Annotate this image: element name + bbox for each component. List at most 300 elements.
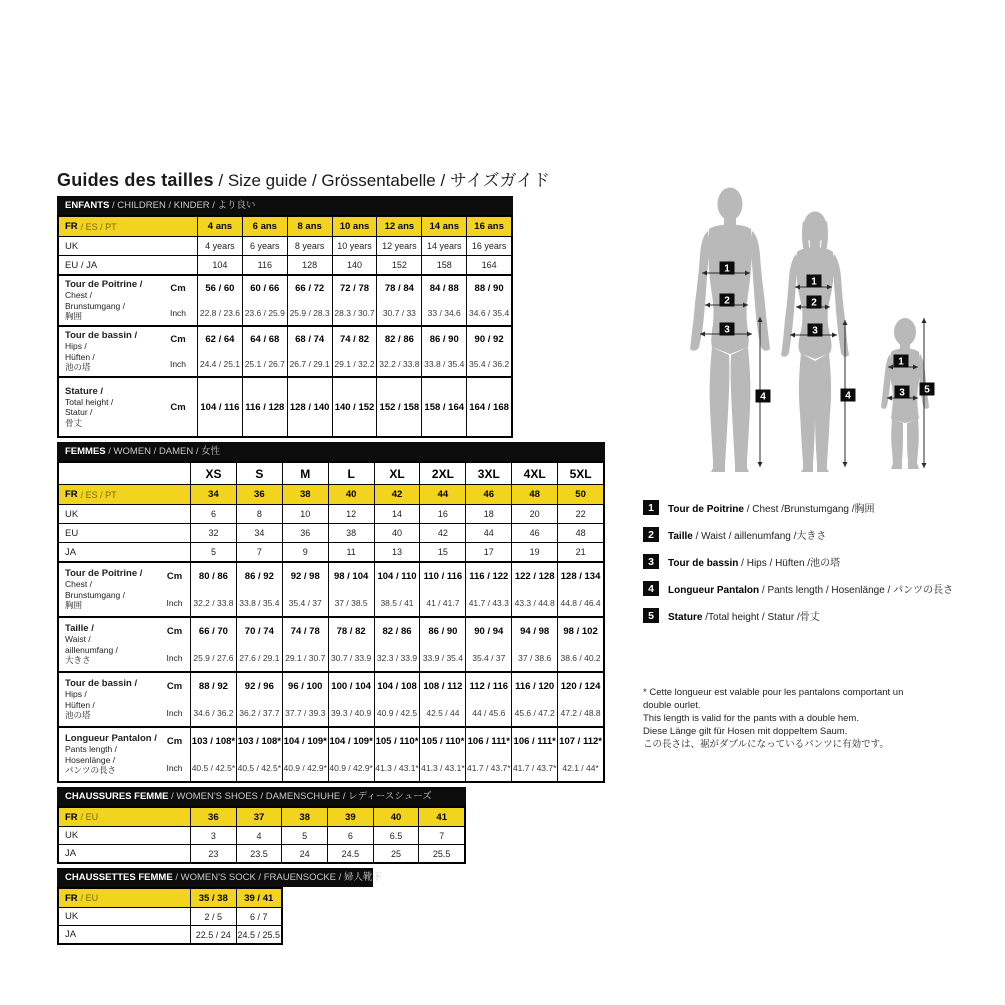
size-value-cell: 36: [236, 485, 282, 504]
row-label: [59, 543, 190, 561]
row-label: [59, 256, 197, 274]
height-line-arrow-bottom: [922, 463, 927, 468]
cm-value: 98 / 104: [333, 571, 369, 582]
measurement-value-cell: [466, 378, 511, 436]
size-value-cell: 3: [190, 827, 236, 844]
figure-marker: [807, 275, 822, 288]
fr-size-row: [59, 889, 281, 907]
cm-value: 116 / 122: [469, 571, 509, 582]
measurement-row: [59, 376, 511, 436]
table-body: [57, 806, 466, 864]
size-value-cell: 40: [373, 808, 419, 826]
cm-value: 72 / 78: [339, 283, 370, 294]
measurement-label-line: 池の塔: [65, 362, 91, 373]
inch-value: 32.2 / 33.8: [193, 598, 234, 608]
row-label: [59, 524, 190, 542]
legend-label-primary: Taille: [668, 531, 693, 542]
region-size-row: [59, 826, 464, 844]
size-value-cell: 48: [511, 485, 557, 504]
size-value-cell: 10 ans: [332, 217, 377, 236]
cm-value: 105 / 110*: [421, 736, 465, 747]
size-value-cell: 46: [511, 524, 557, 542]
size-value-cell: 6 ans: [242, 217, 287, 236]
measurement-label-line: aillenumfang /: [65, 644, 118, 655]
size-letter-cell: 4XL: [511, 463, 557, 484]
legend-item: [643, 554, 953, 569]
cm-value: 62 / 64: [205, 334, 235, 345]
unit-cell: [159, 276, 197, 325]
measurement-value-cell: [511, 563, 557, 616]
inch-value: 40.5 / 42.5*: [191, 763, 236, 773]
cm-value: 66 / 70: [198, 626, 228, 637]
measurement-row: [59, 325, 511, 376]
inch-value: 37 / 38.5: [334, 598, 368, 608]
measurement-label: [59, 673, 159, 726]
measurement-label-line: Longueur Pantalon /: [65, 733, 157, 745]
measurement-value-cell: [282, 673, 328, 726]
unit-cm-label: Cm: [166, 571, 183, 582]
measurement-value-cell: [376, 327, 421, 376]
region-size-row: [59, 844, 464, 862]
measurement-value-cell: [466, 276, 511, 325]
unit-cell: [159, 618, 190, 671]
unit-cm-label: Cm: [166, 626, 183, 637]
measurement-label-line: Brunstumgang /: [65, 300, 126, 311]
cm-value: 106 / 111*: [467, 736, 510, 747]
cm-value: 104 / 116: [200, 401, 240, 413]
size-value-cell: 8: [236, 505, 282, 523]
unit-cell: [159, 327, 197, 376]
size-value-cell: 10: [282, 505, 328, 523]
inch-value: 42.5 / 44: [426, 708, 460, 718]
measurement-value-cell: [419, 563, 465, 616]
legend-item: [643, 581, 953, 596]
empty-corner-cell: [59, 463, 190, 484]
size-value-cell: 7: [418, 827, 464, 844]
inch-value: 22.8 / 23.6: [199, 308, 241, 318]
size-value-cell: 4 ans: [197, 217, 242, 236]
inch-value: 38.5 / 41: [380, 598, 414, 608]
cm-value: 104 / 109*: [329, 736, 373, 747]
unit-cell: [159, 673, 190, 726]
size-value-cell: 16 years: [466, 237, 511, 255]
legend-number-badge: 1: [643, 500, 659, 515]
measurement-value-cell: [419, 728, 465, 781]
size-value-cell: 5: [281, 827, 327, 844]
size-value-cell: 4 years: [197, 237, 242, 255]
measurement-value-cell: [197, 327, 242, 376]
unit-cell: [159, 378, 197, 436]
row-label: [59, 808, 190, 826]
unit-inch-label: Inch: [166, 708, 183, 718]
size-value-cell: 18: [465, 505, 511, 523]
size-value-cell: 36: [190, 808, 236, 826]
cm-value: 107 / 112*: [559, 736, 602, 747]
measurement-label-line: Hosenlänge /: [65, 754, 116, 765]
measurement-label-line: Hips /: [65, 689, 87, 700]
measurement-value-cell: [332, 327, 377, 376]
measurement-value-cell: [197, 378, 242, 436]
size-value-cell: 34: [236, 524, 282, 542]
marker-number: 3: [812, 325, 818, 337]
legend-label-primary: Longueur Pantalon: [668, 585, 760, 596]
inch-value: 40.9 / 42.9*: [329, 763, 373, 773]
size-letter-cell: L: [328, 463, 374, 484]
fr-size-row: [59, 217, 511, 236]
measurement-label-line: Statur /: [65, 407, 93, 418]
footnote-line: * Cette longueur est valable pour les pantalons comportant un: [643, 687, 904, 698]
footnote-line: This length is valid for the pants with a double hem.: [643, 713, 859, 724]
size-value-cell: 15: [419, 543, 465, 561]
measurement-value-cell: [328, 728, 374, 781]
measurement-value-cell: [190, 728, 236, 781]
fr-size-row: [59, 484, 603, 504]
marker-number: 1: [898, 356, 904, 368]
measurement-label-line: 大きさ: [65, 655, 91, 666]
measurement-label-line: Tour de bassin /: [65, 678, 138, 690]
footnote-line: Diese Länge gilt für Hosen mit doppeltem Saum.: [643, 726, 848, 737]
cm-value: 152 / 158: [379, 401, 420, 413]
inch-value: 32.3 / 33.9: [376, 653, 418, 663]
measurement-label: [59, 563, 159, 616]
size-value-cell: 9: [282, 543, 328, 561]
measurement-value-cell: [287, 276, 332, 325]
cm-value: 128 / 140: [289, 401, 330, 413]
cm-value: 74 / 78: [290, 626, 320, 637]
size-value-cell: 40: [328, 485, 374, 504]
measurement-label-line: 骨丈: [65, 417, 83, 428]
cm-value: 68 / 74: [295, 334, 325, 345]
height-line-arrow-bottom: [758, 462, 763, 467]
size-value-cell: 17: [465, 543, 511, 561]
legend-label: Taille / Waist / aillenumfang /大きさ: [668, 531, 827, 542]
cm-value: 103 / 108*: [191, 736, 236, 747]
size-letter-cell: 5XL: [557, 463, 603, 484]
cm-value: 122 / 128: [514, 571, 555, 582]
measurement-label-line: Hüften /: [65, 699, 95, 710]
inch-value: 26.7 / 29.1: [289, 359, 330, 369]
table-title-translations: / WOMEN'S SOCK / FRAUENSOCKE / 婦人靴下: [175, 872, 382, 883]
marker-number: 1: [811, 276, 817, 288]
size-value-cell: 37: [236, 808, 282, 826]
size-value-cell: 12: [328, 505, 374, 523]
table-title: FEMMES: [65, 446, 106, 457]
measurement-value-cell: [465, 563, 511, 616]
cm-value: 90 / 94: [474, 626, 504, 637]
size-value-cell: 7: [236, 543, 282, 561]
inch-value: 39.3 / 40.9: [331, 708, 372, 718]
cm-value: 103 / 108*: [237, 736, 281, 747]
measurement-value-cell: [236, 728, 282, 781]
size-value-cell: 19: [511, 543, 557, 561]
measurement-value-cell: [374, 618, 420, 671]
size-value-cell: 6: [327, 827, 373, 844]
cm-value: 60 / 66: [250, 283, 280, 294]
cm-value: 90 / 92: [474, 334, 504, 345]
marker-number: 5: [924, 384, 930, 396]
row-label-text: EU: [65, 527, 79, 539]
cm-value: 164 / 168: [469, 401, 509, 413]
measurement-label-line: Tour de bassin /: [65, 330, 138, 342]
measurement-value-cell: [287, 327, 332, 376]
row-label: [59, 827, 190, 844]
cm-value: 80 / 86: [198, 571, 228, 582]
inch-value: 45.6 / 47.2: [514, 708, 555, 718]
measurement-value-cell: [282, 563, 328, 616]
height-line-arrow-bottom: [843, 462, 848, 467]
size-value-cell: 38: [282, 485, 328, 504]
cm-value: 128 / 134: [560, 571, 601, 582]
height-line-arrow-top: [922, 318, 927, 323]
row-label: [59, 217, 197, 236]
cm-value: 64 / 68: [250, 334, 280, 345]
page-title-main: Guides des tailles: [57, 170, 214, 190]
measurement-label: [59, 728, 159, 781]
measurement-value-cell: [374, 563, 420, 616]
inch-value: 41.3 / 43.1*: [421, 763, 465, 773]
row-label: [59, 505, 190, 523]
marker-number: 1: [724, 263, 730, 275]
table-title-translations: / WOMEN / DAMEN / 女性: [108, 446, 221, 457]
size-letters-row: [59, 463, 603, 484]
inch-value: 30.7 / 33.9: [331, 653, 372, 663]
size-letter-cell: S: [236, 463, 282, 484]
row-label-text: EU / JA: [65, 259, 98, 271]
cm-value: 104 / 109*: [283, 736, 327, 747]
size-value-cell: 20: [511, 505, 557, 523]
children-size-table: [57, 196, 513, 438]
row-label-text: JA: [65, 546, 77, 558]
cm-value: 88 / 90: [474, 283, 504, 294]
cm-value: 86 / 90: [429, 334, 459, 345]
inch-value: 41 / 41.7: [426, 598, 460, 608]
cm-value: 82 / 86: [384, 334, 414, 345]
row-label: [59, 237, 197, 255]
cm-value: 84 / 88: [429, 283, 459, 294]
measurement-value-cell: [465, 728, 511, 781]
unit-cm-label: Cm: [170, 283, 186, 294]
row-label: [59, 485, 190, 504]
measurement-value-cell: [332, 378, 377, 436]
region-size-row: [59, 907, 281, 925]
size-value-cell: 14 years: [421, 237, 466, 255]
inch-value: 33.9 / 35.4: [422, 653, 463, 663]
row-label-secondary: / EU: [80, 812, 99, 822]
size-value-cell: 4: [236, 827, 282, 844]
measurement-legend: [643, 500, 953, 635]
region-size-row: [59, 542, 603, 561]
inch-value: 36.2 / 37.7: [239, 708, 280, 718]
unit-cm-label: Cm: [166, 681, 183, 692]
size-letter-cell: XL: [374, 463, 420, 484]
size-value-cell: 41: [418, 808, 464, 826]
cm-value: 112 / 116: [469, 681, 509, 692]
cm-value: 94 / 98: [520, 626, 550, 637]
measurement-label: [59, 276, 159, 325]
measurement-value-cell: [421, 378, 466, 436]
size-letter-cell: M: [282, 463, 328, 484]
size-value-cell: 5: [190, 543, 236, 561]
size-value-cell: 16 ans: [466, 217, 511, 236]
measurement-label-line: 池の塔: [65, 710, 91, 721]
size-value-cell: 48: [557, 524, 603, 542]
inch-value: 47.2 / 48.8: [560, 708, 601, 718]
inch-value: 29.1 / 30.7: [285, 653, 326, 663]
cm-value: 74 / 82: [339, 334, 370, 345]
cm-value: 108 / 112: [423, 681, 463, 692]
women-shoes-size-table: [57, 787, 466, 864]
cm-value: 158 / 164: [424, 401, 465, 413]
inch-value: 32.2 / 33.8: [379, 359, 420, 369]
women-size-table: [57, 442, 605, 783]
size-value-cell: 16: [419, 505, 465, 523]
measurement-value-cell: [557, 618, 603, 671]
measurement-value-cell: [419, 673, 465, 726]
figure-marker: [841, 389, 856, 402]
size-value-cell: 22: [557, 505, 603, 523]
row-label: [59, 889, 190, 907]
marker-number: 3: [899, 387, 905, 399]
measurement-label-line: Tour de Poitrine /: [65, 568, 143, 580]
size-value-cell: 22.5 / 24: [190, 926, 236, 943]
row-label-text: UK: [65, 830, 79, 841]
size-value-cell: 25: [373, 845, 419, 862]
size-value-cell: 10 years: [332, 237, 377, 255]
inch-value: 40.9 / 42.5: [376, 708, 418, 718]
legend-number-badge: 5: [643, 608, 659, 623]
measurement-row: [59, 726, 603, 781]
legend-item: [643, 608, 953, 623]
cm-value: 110 / 116: [423, 571, 463, 582]
figure-marker: [756, 390, 771, 403]
measurement-row: [59, 671, 603, 726]
measurement-label-line: Tour de Poitrine /: [65, 279, 143, 291]
inch-value: 40.5 / 42.5*: [237, 763, 282, 773]
table-header-bar: [57, 787, 466, 806]
inch-value: 37 / 38.6: [518, 653, 552, 663]
measurement-label-line: Stature /: [65, 385, 104, 397]
measurement-value-cell: [557, 563, 603, 616]
woman-silhouette: [781, 212, 849, 473]
pants-length-footnote: [643, 686, 973, 751]
legend-label: Stature /Total height / Statur /骨丈: [668, 612, 820, 623]
measurement-value-cell: [328, 563, 374, 616]
size-value-cell: 40: [374, 524, 420, 542]
row-label: [59, 845, 190, 862]
table-header-bar: [57, 442, 605, 461]
measurement-label-line: パンツの長さ: [65, 765, 117, 776]
inch-value: 35.4 / 37: [288, 598, 322, 608]
size-value-cell: 42: [374, 485, 420, 504]
inch-value: 44 / 45.6: [472, 708, 506, 718]
measurement-value-cell: [557, 728, 603, 781]
unit-cm-label: Cm: [166, 736, 183, 747]
table-title-translations: / CHILDREN / KINDER / より良い: [111, 200, 256, 211]
size-value-cell: 23.5: [236, 845, 282, 862]
cm-value: 70 / 74: [244, 626, 274, 637]
inch-value: 41.7 / 43.7*: [512, 763, 557, 773]
size-value-cell: 38: [328, 524, 374, 542]
measurement-label-line: Total height /: [65, 396, 114, 407]
unit-inch-label: Inch: [169, 308, 187, 318]
inch-value: 33.8 / 35.4: [424, 359, 465, 369]
measurement-value-cell: [421, 327, 466, 376]
measurement-value-cell: [511, 618, 557, 671]
measurement-label-line: 胸囲: [65, 311, 83, 322]
measure-bar-arrow-right: [747, 332, 752, 337]
inch-value: 23.6 / 25.9: [244, 308, 285, 318]
inch-value: 43.3 / 44.8: [514, 598, 555, 608]
measurement-label-line: Chest /: [65, 579, 92, 590]
measurement-value-cell: [421, 276, 466, 325]
cm-value: 78 / 82: [336, 626, 366, 637]
inch-value: 25.9 / 27.6: [193, 653, 234, 663]
measurement-value-cell: [332, 276, 377, 325]
size-value-cell: 44: [419, 485, 465, 504]
row-label-secondary: / ES / PT: [80, 489, 117, 500]
figure-marker: [720, 323, 735, 336]
size-value-cell: 39 / 41: [236, 889, 282, 907]
inch-value: 30.7 / 33: [382, 308, 416, 318]
size-letter-cell: 3XL: [465, 463, 511, 484]
size-value-cell: 34: [190, 485, 236, 504]
legend-label: Longueur Pantalon / Pants length / Hosenlänge / パンツの長さ: [668, 585, 954, 596]
women-socks-size-table: [57, 868, 382, 945]
size-value-cell: 12 ans: [376, 217, 421, 236]
size-value-cell: 6 / 7: [236, 908, 282, 925]
marker-number: 3: [724, 324, 730, 336]
size-value-cell: 152: [376, 256, 421, 274]
marker-number: 2: [724, 295, 730, 307]
page-title: [57, 166, 550, 191]
size-value-cell: 11: [328, 543, 374, 561]
region-size-row: [59, 236, 511, 255]
row-label-text: JA: [65, 929, 77, 940]
footnote-line: double ourlet.: [643, 700, 701, 711]
region-size-row: [59, 523, 603, 542]
legend-label-primary: Tour de Poitrine: [668, 504, 744, 515]
cm-value: 92 / 98: [290, 571, 320, 582]
size-value-cell: 24.5 / 25.5: [236, 926, 282, 943]
cm-value: 140 / 152: [334, 401, 375, 413]
inch-value: 29.1 / 32.2: [334, 359, 375, 369]
cm-value: 106 / 111*: [513, 736, 556, 747]
size-value-cell: 14: [374, 505, 420, 523]
table-body: [57, 215, 513, 438]
size-value-cell: 116: [242, 256, 287, 274]
region-size-row: [59, 925, 281, 943]
inch-value: 42.1 / 44*: [562, 763, 599, 773]
region-size-row: [59, 504, 603, 523]
measurement-value-cell: [236, 563, 282, 616]
measurement-row: [59, 616, 603, 671]
unit-cell: [159, 728, 190, 781]
inch-value: 37.7 / 39.3: [285, 708, 326, 718]
cm-value: 116 / 128: [245, 401, 285, 413]
measurement-value-cell: [287, 378, 332, 436]
inch-value: 33.8 / 35.4: [239, 598, 280, 608]
measurement-value-cell: [190, 618, 236, 671]
size-value-cell: 46: [465, 485, 511, 504]
measurement-value-cell: [282, 618, 328, 671]
size-letter-cell: 2XL: [419, 463, 465, 484]
cm-value: 96 / 100: [288, 681, 323, 692]
figure-marker: [807, 296, 822, 309]
figure-marker: [894, 355, 909, 368]
cm-value: 104 / 108: [377, 681, 417, 692]
figure-marker: [808, 324, 823, 337]
measure-bar-arrow-right: [832, 333, 837, 338]
